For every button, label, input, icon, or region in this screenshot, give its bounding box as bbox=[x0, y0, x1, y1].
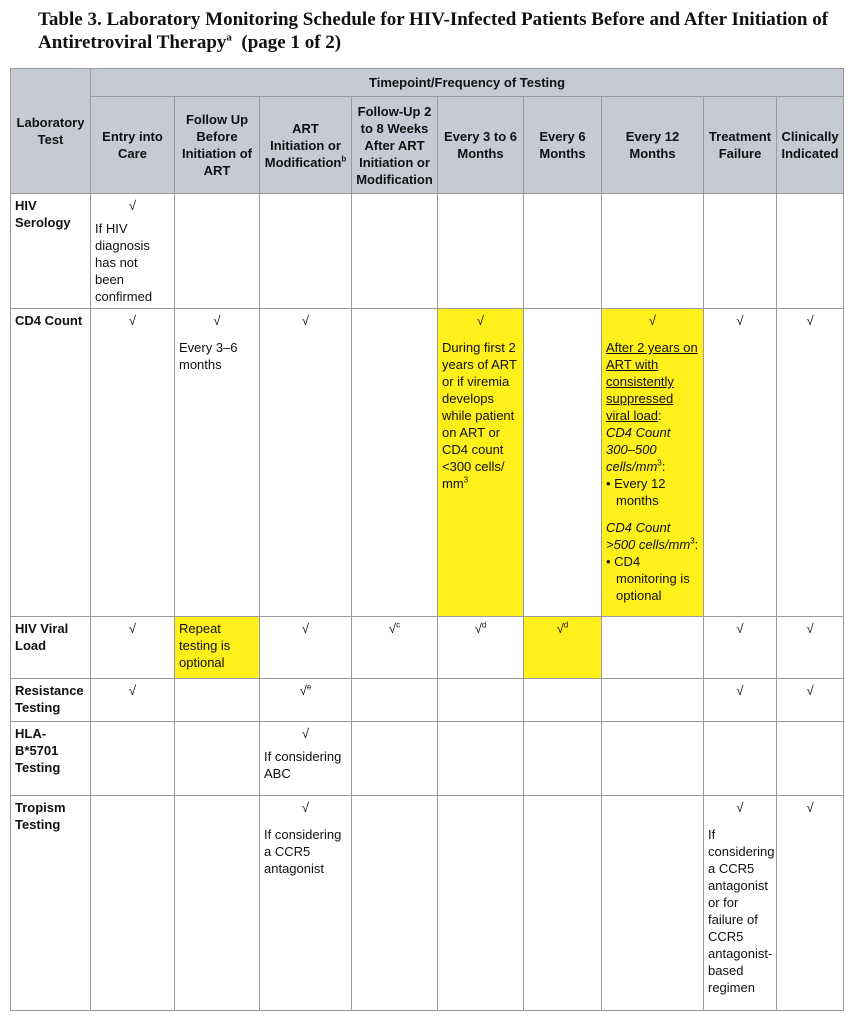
table-row-viral-load bbox=[11, 617, 844, 679]
check-mark: √ bbox=[648, 313, 657, 328]
cell-res-failure bbox=[704, 679, 777, 722]
check-mark: √ bbox=[128, 683, 137, 698]
table-row-hiv-serology bbox=[11, 194, 844, 309]
note-cd4-follow-up: Every 3–6 months bbox=[179, 340, 238, 372]
footnote-d: d bbox=[563, 620, 569, 630]
cell-trop-clinical bbox=[777, 796, 844, 1011]
check-mark: √ bbox=[128, 313, 137, 328]
cell-vl-follow-2-8 bbox=[352, 617, 438, 679]
note-trop-failure: If considering a CCR5 antagonist or for failure of CCR5 antagonist-based regimen bbox=[708, 827, 775, 995]
cell-vl-every-12 bbox=[602, 617, 704, 679]
cell-cd4-clinical bbox=[777, 309, 844, 617]
header-treatment-failure: Treatment Failure bbox=[704, 97, 777, 194]
cell-cd4-follow-up bbox=[175, 309, 260, 617]
table-row-resistance bbox=[11, 679, 844, 722]
check-mark: √ bbox=[806, 800, 814, 815]
title-footnote-marker: a bbox=[226, 31, 232, 44]
cell-cd4-failure bbox=[704, 309, 777, 617]
check-mark: √ bbox=[806, 683, 814, 698]
header-row-columns bbox=[11, 97, 844, 194]
cell-cd4-every-6 bbox=[524, 309, 602, 617]
check-mark: √ bbox=[806, 313, 814, 328]
title-text: Table 3. Laboratory Monitoring Schedule for HIV-Infected Patients Before and After Initiation of Antiretroviral Therapy bbox=[38, 9, 829, 53]
check-mark: √ bbox=[213, 313, 221, 328]
check-mark: √ bbox=[476, 313, 485, 328]
check-mark: √ bbox=[736, 621, 744, 636]
header-follow-up-2-8: Follow-Up 2 to 8 Weeks After ART Initiation or Modification bbox=[352, 97, 438, 194]
header-art-initiation bbox=[260, 97, 352, 194]
cell-vl-every-3-6 bbox=[438, 617, 524, 679]
cell-hla-art-init bbox=[260, 722, 352, 796]
table-row-cd4-count bbox=[11, 309, 844, 617]
check-mark: √ bbox=[388, 621, 397, 636]
footnote-e: e bbox=[306, 682, 312, 692]
row-label-cd4-count: CD4 Count bbox=[11, 309, 91, 617]
row-label-viral-load: HIV Viral Load bbox=[11, 617, 91, 679]
note-cd4-every-12-condition: After 2 years on ART with consistently suppressed viral load bbox=[606, 340, 698, 423]
header-follow-up: Follow Up Before Initiation of ART bbox=[175, 97, 260, 194]
lab-monitoring-table bbox=[10, 68, 844, 1011]
cell-cd4-art-init bbox=[260, 309, 352, 617]
cell-cd4-every-12: √ After 2 years on ART with consistently suppressed viral load: CD4 Count 300–500 cells/$mm^3$: • Every 12 months CD4 Count >500 cells/$mm^3$: • CD4 monitoring is optional bbox=[602, 309, 704, 617]
header-entry: Entry into Care bbox=[91, 97, 175, 194]
check-mark: √ bbox=[736, 800, 744, 815]
colon: : bbox=[658, 408, 662, 423]
row-label-resistance: Resistance Testing bbox=[11, 679, 91, 722]
check-mark: √ bbox=[299, 683, 307, 698]
check-mark: √ bbox=[806, 621, 814, 636]
title-page-indicator: (page 1 of 2) bbox=[241, 32, 342, 53]
row-label-hla: HLA-B*5701 Testing bbox=[11, 722, 91, 796]
header-every-3-6: Every 3 to 6 Months bbox=[438, 97, 524, 194]
check-mark: √ bbox=[301, 313, 310, 328]
check-mark: √ bbox=[556, 621, 564, 636]
cell-vl-entry bbox=[91, 617, 175, 679]
footnote-d: d bbox=[481, 620, 487, 630]
superscript-3: 3 bbox=[690, 536, 695, 546]
cell-trop-failure bbox=[704, 796, 777, 1011]
cell-res-clinical bbox=[777, 679, 844, 722]
check-mark: √ bbox=[736, 313, 744, 328]
header-lab-test: Laboratory Test bbox=[11, 69, 91, 194]
cell-vl-art-init bbox=[260, 617, 352, 679]
row-label-hiv-serology: HIV Serology bbox=[11, 194, 91, 309]
header-timepoint-group: Timepoint/Frequency of Testing bbox=[91, 69, 844, 97]
cell-res-art-init bbox=[260, 679, 352, 722]
check-mark: √ bbox=[301, 726, 310, 741]
cell-cd4-entry bbox=[91, 309, 175, 617]
header-every-6: Every 6 Months bbox=[524, 97, 602, 194]
row-label-tropism: Tropism Testing bbox=[11, 796, 91, 1011]
table-title bbox=[38, 8, 838, 54]
note-serology-entry: If HIV diagnosis has not been confirmed bbox=[95, 221, 153, 304]
table-row-tropism bbox=[11, 796, 844, 1011]
check-mark: √ bbox=[474, 621, 482, 636]
note-cd4-300-500: CD4 Count 300–500 cells/mm bbox=[606, 425, 671, 474]
header-art-initiation-text: ART Initiation or Modification bbox=[264, 120, 342, 170]
bullet-every-12-months: • Every 12 months bbox=[606, 476, 666, 508]
footnote-c: c bbox=[396, 620, 401, 630]
header-every-12: Every 12 Months bbox=[602, 97, 704, 194]
footnote-b: b bbox=[341, 154, 347, 164]
note-cd4-over-500: CD4 Count >500 cells/mm bbox=[606, 520, 691, 552]
table-row-hla bbox=[11, 722, 844, 796]
cell-vl-failure bbox=[704, 617, 777, 679]
header-row-group bbox=[11, 69, 844, 97]
cell-vl-clinical bbox=[777, 617, 844, 679]
check-mark: √ bbox=[128, 621, 137, 636]
superscript-3: 3 bbox=[463, 475, 469, 485]
check-mark: √ bbox=[301, 800, 310, 815]
cell-serology-entry bbox=[91, 194, 175, 309]
header-clinically-indicated: Clinically Indicated bbox=[777, 97, 844, 194]
cell-vl-every-6 bbox=[524, 617, 602, 679]
superscript-3: 3 bbox=[657, 458, 662, 468]
check-mark: √ bbox=[736, 683, 744, 698]
note-hla-art-init: If considering ABC bbox=[264, 749, 342, 781]
check-mark: √ bbox=[128, 198, 137, 213]
bullet-cd4-optional: • CD4 monitoring is optional bbox=[606, 554, 690, 603]
cell-cd4-follow-2-8 bbox=[352, 309, 438, 617]
note-cd4-every-3-6: During first 2 years of ART or if viremia develops while patient on ART or CD4 count <300 cells/ mm bbox=[442, 340, 517, 491]
note-trop-art-init: If considering a CCR5 antagonist bbox=[264, 827, 342, 876]
cell-vl-follow-up: Repeat testing is optional bbox=[175, 617, 260, 679]
cell-res-entry bbox=[91, 679, 175, 722]
check-mark: √ bbox=[301, 621, 310, 636]
cell-cd4-every-3-6 bbox=[438, 309, 524, 617]
cell-trop-art-init bbox=[260, 796, 352, 1011]
